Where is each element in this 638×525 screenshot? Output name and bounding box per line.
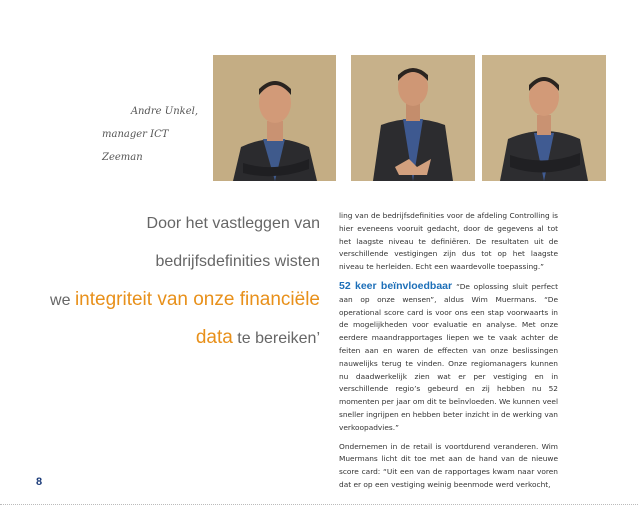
quote-line-2: bedrijfsdefinities wisten	[155, 253, 320, 270]
photo-caption	[100, 100, 210, 169]
quote-line-3-pre: we	[50, 292, 75, 309]
photo-1	[213, 55, 336, 181]
quote-line-4	[50, 326, 320, 364]
body-paragraph-3: Ondernemen in de retail is voortdurend veranderen. Wim Muermans licht dit toe met aan de hand van de nieuwe score card: “Uit een van de rapportages kwam naar voren dat er op een vestiging weinig beenmode werd verkocht,	[339, 441, 558, 489]
quote-line-4-post: te bereiken’	[232, 330, 320, 347]
subheading: 52 keer beïnvloedbaar	[339, 279, 453, 292]
quote-line-3	[50, 288, 320, 326]
quote-highlight-2: data	[195, 327, 233, 348]
body-paragraph-2	[339, 280, 558, 435]
body-paragraph-2-text: “De oplossing sluit perfect aan op onze wensen”, aldus Wim Muermans. “De operational score card is voor ons een stap voorwaarts in de mogelijkheden voor evaluatie en analyse. Met onze eerdere maandrapportages liepen we te vaak achter de feiten aan en waren de effecten van onze beslissingen nauwelijks terug te vinden. Onze regiomanagers kunnen nu daadwerkelijk zien wat er per vestiging en in verschillende regio’s gebeurd en zij hebben nu 52 momenten per jaar om dit te beïnvloeden. We kunnen veel sneller ingrijpen en hebben beter inzicht in de werking van verkoopadvies.”	[339, 281, 558, 432]
footer-divider	[0, 504, 638, 505]
quote-line-1: Door het vastleggen van	[146, 215, 320, 232]
body-paragraph-1: ling van de bedrijfsdefinities voor de afdeling Controlling is hier eveneens vooruit gedacht, door de gegevens al tot het laagste niveau te definiëren. De resultaten uit de verschillende vestigingen zijn dus tot op het laagste niveau te herleiden. Echt een waardevolle toepassing.”	[339, 211, 558, 272]
quote-highlight-1: integriteit van onze financiële	[74, 289, 320, 310]
pull-quote	[50, 212, 320, 364]
caption-role: manager ICT Zeeman	[102, 129, 169, 163]
caption-name: Andre Unkel,	[130, 106, 198, 117]
photo-2	[351, 55, 475, 181]
photo-3	[482, 55, 606, 181]
article-body	[339, 210, 558, 498]
page-number: 8	[36, 476, 43, 488]
